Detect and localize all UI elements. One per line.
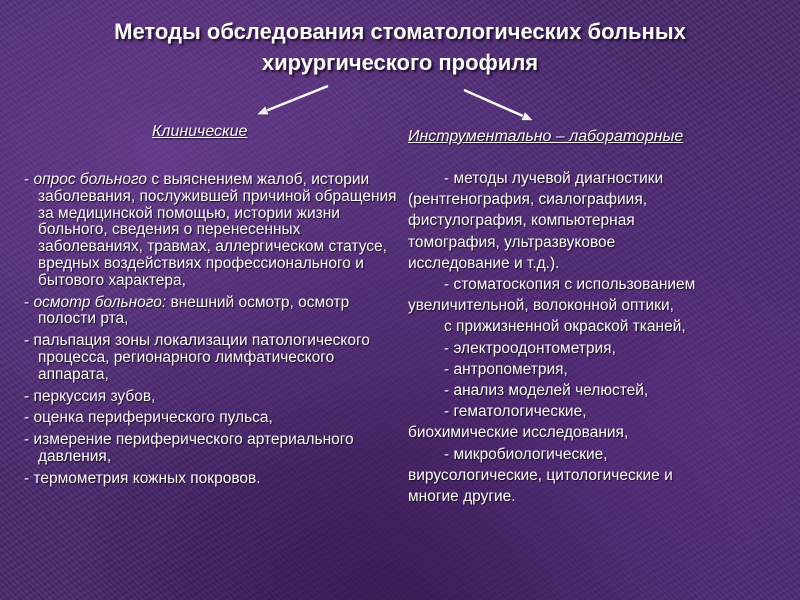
arrow-right-icon [464, 90, 532, 120]
heading-clinical: Клинические [152, 123, 248, 140]
clinical-method-item [24, 295, 404, 329]
instrumental-method-line: с прижизненной окраской тканей, [444, 318, 686, 336]
title-line-2: хирургического профиля [261, 50, 539, 75]
item-emphasis: осмотр больного: [33, 293, 167, 311]
item-emphasis: опрос больного [33, 171, 148, 188]
instrumental-method-line: вирусологические, цитологические и [408, 466, 673, 484]
instrumental-method-line: - гематологические, [444, 403, 587, 421]
instrumental-method-line: - методы лучевой диагностики [444, 170, 664, 187]
instrumental-method-line: биохимические исследования, [408, 424, 629, 442]
clinical-method-item [24, 432, 404, 466]
clinical-method-item [24, 471, 404, 488]
item-text: пальпация зоны локализации патологического процесса, регионарного лимфатического аппарата, [33, 332, 370, 383]
clinical-method-item [24, 172, 404, 290]
instrumental-method-line: фистулография, компьютерная [408, 212, 635, 230]
title-line-1: Методы обследования стоматологических больных [114, 19, 686, 44]
instrumental-method-line: - микробиологические, [444, 445, 608, 463]
item-text: оценка периферического пульса, [33, 409, 273, 427]
instrumental-method-line: - стоматоскопия с использованием [444, 276, 696, 294]
heading-instrumental-lab: Инструментально – лабораторные [408, 128, 684, 145]
item-text: термометрия кожных покровов. [33, 469, 261, 487]
item-text: с выяснением жалоб, истории заболевания, послужившей причиной обращения за медицинской помощью, истории жизни больного, сведения о перенесенных заболеваниях, травмах, аллергическом статусе, вредных воздействиях профессионального и бытового характера, [38, 171, 397, 289]
instrumental-method-line: - анализ моделей челюстей, [444, 382, 649, 400]
arrow-left-icon [258, 86, 328, 114]
item-dash: - [24, 469, 34, 487]
clinical-methods-list [24, 172, 404, 493]
clinical-method-item [24, 389, 404, 406]
instrumental-method-line: увеличительной, волоконной оптики, [408, 297, 674, 315]
item-dash: - [24, 387, 34, 405]
item-dash: - [24, 409, 34, 427]
instrumental-method-line: исследование и т.д.). [408, 254, 560, 272]
instrumental-method-line: - электроодонтометрия, [444, 339, 616, 357]
clinical-method-item [24, 333, 404, 383]
instrumental-method-line: - антропометрия, [444, 360, 568, 378]
instrumental-methods-list [408, 168, 780, 507]
item-dash: - [24, 332, 34, 350]
item-text: перкуссия зубов, [33, 387, 156, 405]
instrumental-method-line: многие другие. [408, 488, 516, 506]
item-text: внешний осмотр, осмотр полости рта, [38, 293, 350, 328]
item-dash: - [24, 431, 34, 449]
item-text: измерение периферического артериального давления, [33, 431, 354, 465]
instrumental-method-line: томография, ультразвуковое [408, 233, 616, 251]
clinical-method-item [24, 410, 404, 427]
instrumental-method-line: (рентгенография, сиалографиия, [408, 191, 648, 209]
item-dash: - [24, 293, 34, 311]
item-dash: - [24, 171, 34, 188]
